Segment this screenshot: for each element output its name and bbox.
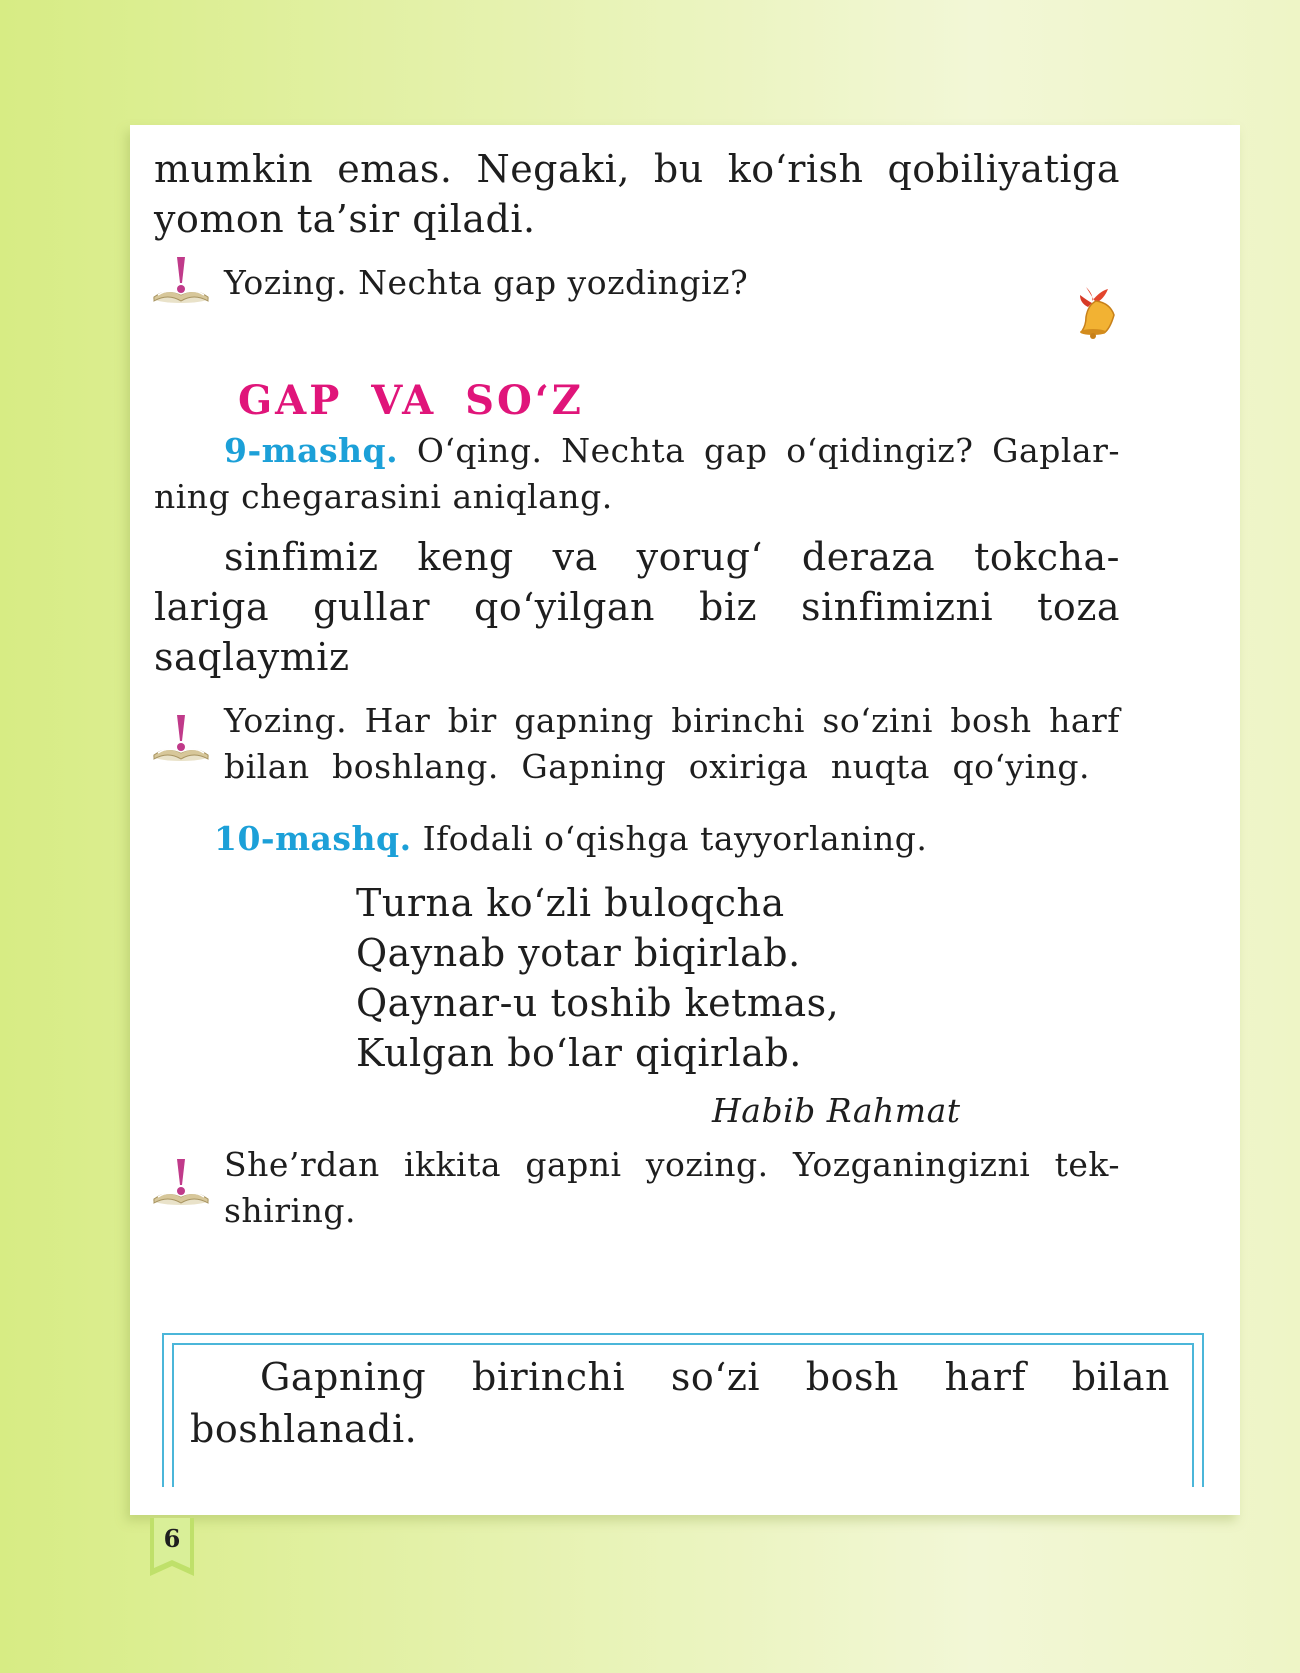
poem-line-4: Kulgan bo‘lar qiqirlab. — [356, 1031, 802, 1075]
exercise-9-text-line-3: saqlaymiz — [154, 635, 350, 679]
exercise-10-task-line-1: She’rdan ikkita gapni yozing. Yozganingizni tek- — [224, 1145, 1120, 1184]
page-number-tab — [150, 1518, 194, 1576]
exercise-10-task-line-2: shiring. — [224, 1191, 356, 1230]
exercise-9-text-line-2: lariga gullar qo‘yilgan biz sinfimizni toza — [154, 585, 1120, 629]
exclamation-book-icon — [150, 711, 212, 767]
poem-line-2: Qaynab yotar biqirlab. — [356, 931, 801, 975]
exclamation-book-icon — [150, 1155, 212, 1211]
page-number: 6 — [163, 1524, 181, 1553]
rule-box — [162, 1333, 1204, 1487]
task-write-count-sentences: Yozing. Nechta gap yozdingiz? — [224, 263, 749, 302]
rule-line-2: boshlanadi. — [190, 1407, 418, 1451]
bell-icon — [1066, 281, 1122, 339]
exercise-10-label: 10-mashq. — [214, 819, 412, 858]
textbook-page — [130, 125, 1240, 1515]
exercise-9-task-line-2: bilan boshlang. Gapning oxiriga nuqta qo‘ying. — [224, 747, 1090, 786]
exercise-9-line-2: ning chegarasini aniqlang. — [154, 477, 613, 516]
section-title: GAP VA SO‘Z — [238, 377, 584, 424]
rule-line-1: Gapning birinchi so‘zi bosh harf bilan — [260, 1355, 1170, 1399]
exercise-9-instruction: O‘qing. Nechta gap o‘qidingiz? Gaplar- — [416, 431, 1120, 470]
exercise-9-label: 9-mashq. — [224, 431, 399, 470]
poem-line-1: Turna ko‘zli buloqcha — [356, 881, 785, 925]
exercise-9-line-1 — [224, 431, 1120, 470]
intro-line-2: yomon ta’sir qiladi. — [154, 197, 536, 241]
exercise-9-task-line-1: Yozing. Har bir gapning birinchi so‘zini bosh harf — [224, 701, 1120, 740]
poem-author: Habib Rahmat — [712, 1091, 961, 1130]
intro-line-1: mumkin emas. Negaki, bu ko‘rish qobiliyatiga — [154, 147, 1120, 191]
exercise-9-text-line-1: sinfimiz keng va yorug‘ deraza tokcha- — [224, 535, 1120, 579]
exercise-10-line — [214, 819, 927, 858]
poem-line-3: Qaynar-u toshib ketmas, — [356, 981, 840, 1025]
exercise-10-instruction: Ifodali o‘qishga tayyorlaning. — [422, 819, 928, 858]
exclamation-book-icon — [150, 253, 212, 309]
